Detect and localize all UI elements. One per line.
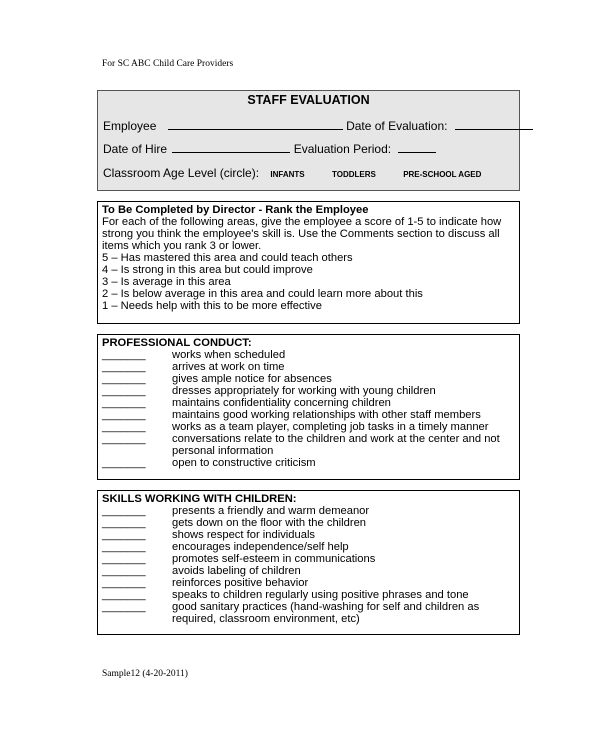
score-blank[interactable]: _______: [102, 577, 146, 589]
list-item: [102, 505, 515, 517]
age-level-row: [103, 166, 481, 180]
list-item: [102, 541, 515, 553]
age-option-preschool[interactable]: PRE-SCHOOL AGED: [403, 170, 482, 179]
score-blank[interactable]: _______: [102, 457, 146, 469]
item-text: reinforces positive behavior: [172, 577, 309, 589]
list-item: [102, 433, 515, 457]
skills-with-children-box: [97, 490, 520, 635]
scale-item: 1 – Needs help with this to be more effective: [102, 300, 322, 312]
list-item: [102, 421, 515, 433]
list-item: [102, 589, 515, 601]
score-blank[interactable]: _______: [102, 541, 146, 553]
age-option-toddlers[interactable]: TODDLERS: [331, 170, 376, 179]
score-blank[interactable]: _______: [102, 601, 146, 613]
list-item: [102, 577, 515, 589]
director-heading: To Be Completed by Director - Rank the Employee: [102, 204, 369, 216]
score-blank[interactable]: _______: [102, 553, 146, 565]
director-instructions-box: [97, 201, 520, 324]
score-blank[interactable]: _______: [102, 361, 146, 373]
score-blank[interactable]: _______: [102, 397, 146, 409]
professional-conduct-box: [97, 334, 520, 480]
scale-item: 2 – Is below average in this area and could learn more about this: [102, 288, 423, 300]
score-blank[interactable]: _______: [102, 529, 146, 541]
score-blank[interactable]: _______: [102, 505, 146, 517]
director-instructions: For each of the following areas, give the employee a score of 1-5 to indicate how strong you think the employee's skill is. Use the Comments section to discuss all items which you rank 3 or lower.: [102, 216, 502, 252]
list-item: [102, 361, 515, 373]
list-item: [102, 349, 515, 361]
item-text: promotes self-esteem in communications: [172, 553, 376, 565]
item-text: gives ample notice for absences: [172, 373, 332, 385]
date-of-evaluation-line[interactable]: [455, 129, 533, 130]
staff-evaluation-info-box: [97, 90, 520, 191]
score-blank[interactable]: _______: [102, 421, 146, 433]
score-blank[interactable]: _______: [102, 349, 146, 361]
list-item: [102, 373, 515, 385]
evaluation-period-line[interactable]: [398, 152, 436, 153]
footer-note: Sample12 (4-20-2011): [102, 669, 188, 679]
age-option-infants[interactable]: INFANTS: [270, 170, 305, 179]
scale-item: 3 – Is average in this area: [102, 276, 231, 288]
score-blank[interactable]: _______: [102, 433, 146, 445]
item-text: encourages independence/self help: [172, 541, 349, 553]
item-text: arrives at work on time: [172, 361, 285, 373]
score-blank[interactable]: _______: [102, 373, 146, 385]
date-of-hire-line[interactable]: [172, 152, 290, 153]
score-blank[interactable]: _______: [102, 517, 146, 529]
list-item: [102, 517, 515, 529]
employee-line[interactable]: [168, 129, 343, 130]
score-blank[interactable]: _______: [102, 565, 146, 577]
date-of-evaluation-label: Date of Evaluation:: [346, 119, 448, 133]
scale-item: 4 – Is strong in this area but could improve: [102, 264, 313, 276]
list-item: [102, 409, 515, 421]
professional-conduct-heading: PROFESSIONAL CONDUCT:: [102, 337, 252, 349]
item-text: conversations relate to the children and work at the center and not personal information: [172, 433, 500, 457]
list-item: [102, 601, 515, 625]
date-of-hire-label: Date of Hire: [103, 142, 168, 156]
item-text: speaks to children regularly using positive phrases and tone: [172, 589, 469, 601]
item-text: gets down on the floor with the children: [172, 517, 367, 529]
list-item: [102, 565, 515, 577]
list-item: [102, 553, 515, 565]
employee-label: Employee: [103, 119, 157, 133]
score-blank[interactable]: _______: [102, 385, 146, 397]
score-blank[interactable]: _______: [102, 409, 146, 421]
employee-row: [103, 119, 533, 133]
item-text: open to constructive criticism: [172, 457, 316, 469]
item-text: presents a friendly and warm demeanor: [172, 505, 370, 517]
scale-item: 5 – Has mastered this area and could teach others: [102, 252, 353, 264]
item-text: maintains confidentiality concerning children: [172, 397, 391, 409]
age-level-label: Classroom Age Level (circle):: [103, 166, 260, 180]
item-text: works as a team player, completing job tasks in a timely manner: [172, 421, 489, 433]
skills-heading: SKILLS WORKING WITH CHILDREN:: [102, 493, 297, 505]
item-text: avoids labeling of children: [172, 565, 301, 577]
item-text: dresses appropriately for working with young children: [172, 385, 436, 397]
score-blank[interactable]: _______: [102, 589, 146, 601]
item-text: maintains good working relationships with other staff members: [172, 409, 481, 421]
item-text: works when scheduled: [172, 349, 286, 361]
list-item: [102, 397, 515, 409]
header-note: For SC ABC Child Care Providers: [102, 59, 234, 69]
form-title: STAFF EVALUATION: [247, 93, 370, 107]
item-text: good sanitary practices (hand-washing for self and children as required, classroom environment, etc): [172, 601, 480, 625]
item-text: shows respect for individuals: [172, 529, 316, 541]
date-of-hire-row: [103, 142, 436, 156]
list-item: [102, 529, 515, 541]
list-item: [102, 457, 515, 469]
list-item: [102, 385, 515, 397]
evaluation-period-label: Evaluation Period:: [293, 142, 392, 156]
